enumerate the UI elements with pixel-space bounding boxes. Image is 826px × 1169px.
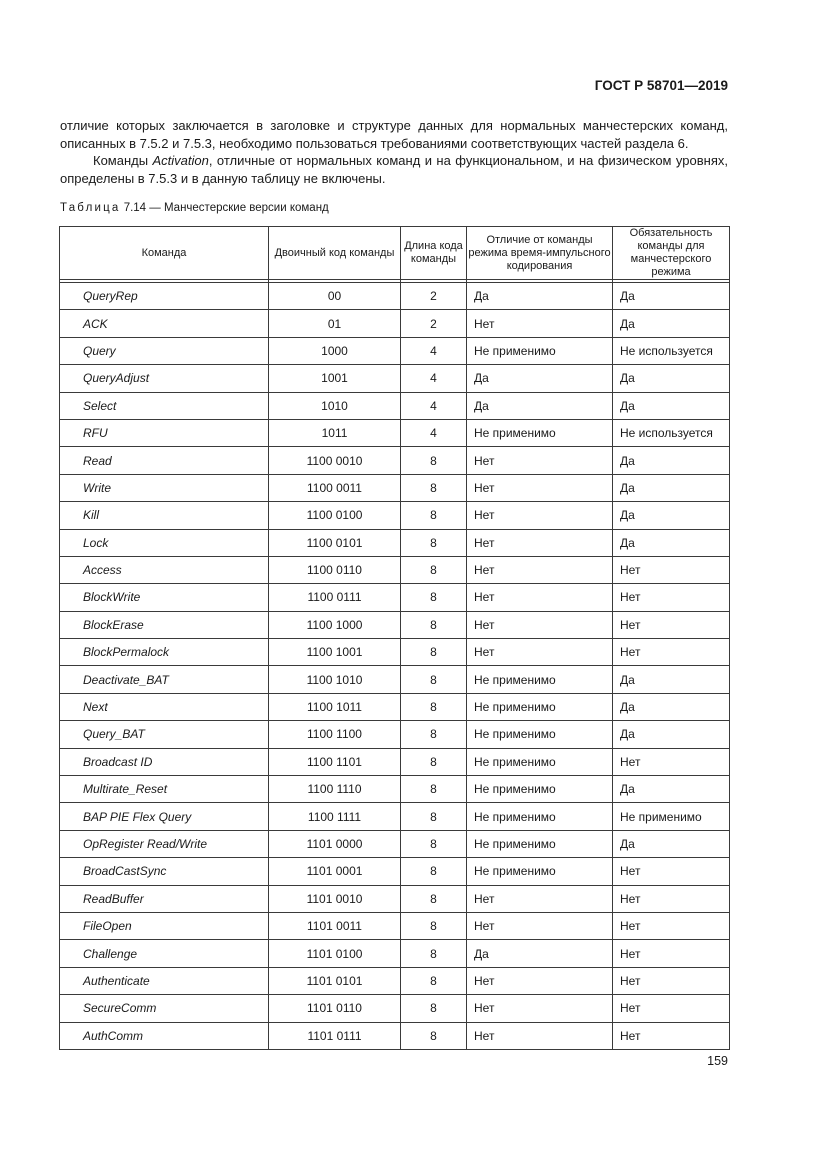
cell-command: Write bbox=[60, 474, 269, 501]
header-difference: Отличие от команды режима время-импульсного кодирования bbox=[467, 227, 613, 280]
table-row bbox=[60, 584, 730, 611]
table-row bbox=[60, 830, 730, 857]
cell-command: Read bbox=[60, 447, 269, 474]
page-number: 159 bbox=[707, 1054, 728, 1068]
cell-required: Нет bbox=[613, 556, 730, 583]
cell-length: 8 bbox=[401, 721, 467, 748]
cell-command: QueryRep bbox=[60, 283, 269, 310]
cell-length: 8 bbox=[401, 584, 467, 611]
cell-required: Да bbox=[613, 666, 730, 693]
cell-required: Нет bbox=[613, 885, 730, 912]
cell-code: 01 bbox=[269, 310, 401, 337]
header-code: Двоичный код команды bbox=[269, 227, 401, 280]
cell-difference: Не применимо bbox=[467, 830, 613, 857]
cell-code: 1101 0011 bbox=[269, 912, 401, 939]
cell-command: BlockPermalock bbox=[60, 639, 269, 666]
table-row bbox=[60, 885, 730, 912]
cell-required: Да bbox=[613, 693, 730, 720]
cell-length: 8 bbox=[401, 995, 467, 1022]
cell-required: Не используется bbox=[613, 419, 730, 446]
cell-command: Kill bbox=[60, 502, 269, 529]
cell-code: 1101 0100 bbox=[269, 940, 401, 967]
cell-difference: Да bbox=[467, 940, 613, 967]
table-row bbox=[60, 912, 730, 939]
cell-difference: Да bbox=[467, 283, 613, 310]
cell-length: 8 bbox=[401, 912, 467, 939]
paragraph-activation bbox=[60, 152, 728, 188]
commands-table bbox=[59, 226, 730, 1050]
cell-required: Не используется bbox=[613, 337, 730, 364]
cell-difference: Нет bbox=[467, 447, 613, 474]
cell-required: Да bbox=[613, 502, 730, 529]
table-row bbox=[60, 502, 730, 529]
cell-code: 1101 0000 bbox=[269, 830, 401, 857]
cell-required: Нет bbox=[613, 967, 730, 994]
cell-length: 8 bbox=[401, 639, 467, 666]
table-row bbox=[60, 748, 730, 775]
cell-code: 1100 1110 bbox=[269, 776, 401, 803]
cell-length: 4 bbox=[401, 419, 467, 446]
cell-difference: Не применимо bbox=[467, 803, 613, 830]
cell-difference: Не применимо bbox=[467, 419, 613, 446]
table-row bbox=[60, 803, 730, 830]
paragraph-text-end: , отличные от нормальных команд и на функциональном, и на физическом уровнях, определены в 7.5.3 и в данную таблицу не включены. bbox=[60, 153, 728, 186]
cell-required: Да bbox=[613, 474, 730, 501]
cell-length: 8 bbox=[401, 858, 467, 885]
cell-length: 8 bbox=[401, 830, 467, 857]
table-row bbox=[60, 447, 730, 474]
cell-difference: Нет bbox=[467, 639, 613, 666]
cell-command: FileOpen bbox=[60, 912, 269, 939]
cell-length: 8 bbox=[401, 447, 467, 474]
cell-command: BAP PIE Flex Query bbox=[60, 803, 269, 830]
cell-code: 1101 0010 bbox=[269, 885, 401, 912]
cell-code: 1011 bbox=[269, 419, 401, 446]
cell-difference: Нет bbox=[467, 502, 613, 529]
cell-code: 1100 1010 bbox=[269, 666, 401, 693]
cell-difference: Не применимо bbox=[467, 858, 613, 885]
cell-required: Да bbox=[613, 830, 730, 857]
document-code: ГОСТ Р 58701—2019 bbox=[594, 78, 728, 93]
table-row bbox=[60, 310, 730, 337]
cell-difference: Нет bbox=[467, 611, 613, 638]
table-row bbox=[60, 967, 730, 994]
table-caption-title: 7.14 — Манчестерские версии команд bbox=[120, 202, 329, 214]
cell-command: Authenticate bbox=[60, 967, 269, 994]
cell-length: 8 bbox=[401, 940, 467, 967]
cell-difference: Нет bbox=[467, 995, 613, 1022]
cell-required: Да bbox=[613, 529, 730, 556]
cell-command: Next bbox=[60, 693, 269, 720]
table-row bbox=[60, 693, 730, 720]
cell-code: 00 bbox=[269, 283, 401, 310]
table-row bbox=[60, 1022, 730, 1049]
header-required: Обязательность команды для манчестерского режима bbox=[613, 227, 730, 280]
cell-length: 8 bbox=[401, 748, 467, 775]
cell-difference: Нет bbox=[467, 885, 613, 912]
cell-command: RFU bbox=[60, 419, 269, 446]
cell-difference: Нет bbox=[467, 1022, 613, 1049]
cell-difference: Не применимо bbox=[467, 748, 613, 775]
cell-code: 1100 1000 bbox=[269, 611, 401, 638]
cell-difference: Нет bbox=[467, 529, 613, 556]
table-row bbox=[60, 611, 730, 638]
cell-code: 1010 bbox=[269, 392, 401, 419]
cell-command: Query bbox=[60, 337, 269, 364]
table-row bbox=[60, 940, 730, 967]
cell-required: Нет bbox=[613, 912, 730, 939]
table-row bbox=[60, 474, 730, 501]
cell-difference: Не применимо bbox=[467, 776, 613, 803]
cell-code: 1100 0010 bbox=[269, 447, 401, 474]
cell-command: Lock bbox=[60, 529, 269, 556]
table-row bbox=[60, 776, 730, 803]
table-header-row bbox=[60, 227, 730, 280]
table-row bbox=[60, 858, 730, 885]
cell-length: 8 bbox=[401, 666, 467, 693]
cell-code: 1100 1100 bbox=[269, 721, 401, 748]
cell-length: 8 bbox=[401, 776, 467, 803]
cell-code: 1100 1111 bbox=[269, 803, 401, 830]
cell-required: Нет bbox=[613, 639, 730, 666]
cell-required: Нет bbox=[613, 748, 730, 775]
cell-code: 1100 1011 bbox=[269, 693, 401, 720]
table-row bbox=[60, 995, 730, 1022]
cell-length: 2 bbox=[401, 283, 467, 310]
header-command: Команда bbox=[60, 227, 269, 280]
cell-code: 1101 0111 bbox=[269, 1022, 401, 1049]
table-row bbox=[60, 666, 730, 693]
cell-length: 4 bbox=[401, 365, 467, 392]
cell-code: 1100 0110 bbox=[269, 556, 401, 583]
cell-length: 8 bbox=[401, 529, 467, 556]
paragraph-continuation: отличие которых заключается в заголовке и структуре данных для нормальных манчестерских команд, описанных в 7.5.2 и 7.5.3, необходимо пользоваться требованиями соответствующих частей раздела 6. bbox=[60, 118, 728, 151]
cell-difference: Нет bbox=[467, 584, 613, 611]
cell-required: Да bbox=[613, 310, 730, 337]
table-row bbox=[60, 365, 730, 392]
cell-code: 1101 0001 bbox=[269, 858, 401, 885]
cell-command: OpRegister Read/Write bbox=[60, 830, 269, 857]
cell-length: 4 bbox=[401, 392, 467, 419]
cell-command: Multirate_Reset bbox=[60, 776, 269, 803]
cell-length: 8 bbox=[401, 1022, 467, 1049]
cell-required: Да bbox=[613, 776, 730, 803]
cell-command: BlockErase bbox=[60, 611, 269, 638]
cell-length: 8 bbox=[401, 556, 467, 583]
table-row bbox=[60, 529, 730, 556]
cell-difference: Нет bbox=[467, 967, 613, 994]
table-row bbox=[60, 639, 730, 666]
cell-code: 1100 0011 bbox=[269, 474, 401, 501]
cell-command: Access bbox=[60, 556, 269, 583]
cell-code: 1101 0101 bbox=[269, 967, 401, 994]
table-caption bbox=[60, 202, 329, 214]
cell-command: ACK bbox=[60, 310, 269, 337]
cell-command: Select bbox=[60, 392, 269, 419]
cell-length: 4 bbox=[401, 337, 467, 364]
cell-code: 1101 0110 bbox=[269, 995, 401, 1022]
cell-difference: Да bbox=[467, 365, 613, 392]
cell-required: Да bbox=[613, 721, 730, 748]
cell-difference: Не применимо bbox=[467, 693, 613, 720]
cell-command: Deactivate_BAT bbox=[60, 666, 269, 693]
cell-command: BroadCastSync bbox=[60, 858, 269, 885]
table-row bbox=[60, 337, 730, 364]
cell-code: 1100 1001 bbox=[269, 639, 401, 666]
cell-length: 8 bbox=[401, 803, 467, 830]
cell-required: Да bbox=[613, 392, 730, 419]
cell-required: Да bbox=[613, 365, 730, 392]
activation-term: Activation bbox=[152, 153, 209, 168]
table-body bbox=[60, 283, 730, 1050]
table-caption-label: Таблица bbox=[60, 202, 121, 214]
cell-code: 1100 0111 bbox=[269, 584, 401, 611]
table-row bbox=[60, 721, 730, 748]
cell-difference: Не применимо bbox=[467, 721, 613, 748]
cell-required: Нет bbox=[613, 858, 730, 885]
cell-length: 8 bbox=[401, 474, 467, 501]
cell-required: Нет bbox=[613, 995, 730, 1022]
cell-length: 8 bbox=[401, 885, 467, 912]
cell-command: BlockWrite bbox=[60, 584, 269, 611]
cell-required: Да bbox=[613, 447, 730, 474]
cell-required: Да bbox=[613, 283, 730, 310]
cell-required: Нет bbox=[613, 940, 730, 967]
cell-required: Нет bbox=[613, 584, 730, 611]
cell-difference: Не применимо bbox=[467, 666, 613, 693]
table-row bbox=[60, 283, 730, 310]
cell-required: Не применимо bbox=[613, 803, 730, 830]
cell-difference: Да bbox=[467, 392, 613, 419]
cell-command: Query_BAT bbox=[60, 721, 269, 748]
cell-code: 1000 bbox=[269, 337, 401, 364]
cell-length: 8 bbox=[401, 502, 467, 529]
cell-code: 1001 bbox=[269, 365, 401, 392]
cell-difference: Нет bbox=[467, 474, 613, 501]
cell-command: Challenge bbox=[60, 940, 269, 967]
cell-code: 1100 0100 bbox=[269, 502, 401, 529]
cell-command: SecureComm bbox=[60, 995, 269, 1022]
cell-code: 1100 0101 bbox=[269, 529, 401, 556]
table-row bbox=[60, 392, 730, 419]
cell-difference: Нет bbox=[467, 556, 613, 583]
paragraph-text-start: Команды bbox=[93, 153, 153, 168]
cell-command: Broadcast ID bbox=[60, 748, 269, 775]
cell-length: 2 bbox=[401, 310, 467, 337]
cell-difference: Нет bbox=[467, 310, 613, 337]
cell-command: QueryAdjust bbox=[60, 365, 269, 392]
cell-required: Нет bbox=[613, 611, 730, 638]
cell-length: 8 bbox=[401, 967, 467, 994]
cell-required: Нет bbox=[613, 1022, 730, 1049]
cell-command: ReadBuffer bbox=[60, 885, 269, 912]
table-row bbox=[60, 419, 730, 446]
cell-difference: Не применимо bbox=[467, 337, 613, 364]
cell-length: 8 bbox=[401, 611, 467, 638]
table-row bbox=[60, 556, 730, 583]
cell-code: 1100 1101 bbox=[269, 748, 401, 775]
cell-length: 8 bbox=[401, 693, 467, 720]
cell-command: AuthComm bbox=[60, 1022, 269, 1049]
cell-difference: Нет bbox=[467, 912, 613, 939]
header-length: Длина кода команды bbox=[401, 227, 467, 280]
